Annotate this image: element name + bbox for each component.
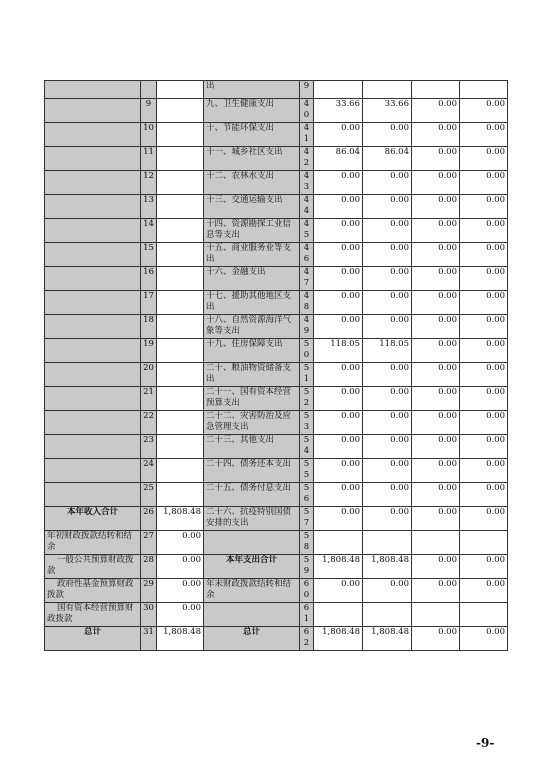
table-row — [45, 243, 508, 267]
expense-total: 0.00 — [314, 387, 363, 411]
income-amount: 0.00 — [157, 555, 204, 579]
income-amount: 1,808.48 — [157, 507, 204, 531]
income-line-number: 24 — [141, 459, 157, 483]
expense-item-label: 九、卫生健康支出 — [204, 99, 300, 123]
table-row — [45, 459, 508, 483]
income-amount — [157, 459, 204, 483]
income-item-label — [45, 411, 141, 435]
income-line-number: 14 — [141, 219, 157, 243]
income-item-label: 年初财政拨款结转和结余 — [45, 531, 141, 555]
income-item-label — [45, 147, 141, 171]
income-amount: 0.00 — [157, 603, 204, 627]
expense-total: 86.04 — [314, 147, 363, 171]
expense-item-label: 十五、商业服务业等支出 — [204, 243, 300, 267]
income-line-number: 9 — [141, 99, 157, 123]
expense-line-number: 58 — [300, 531, 314, 555]
fund-budget-amount: 0.00 — [412, 579, 460, 603]
expense-item-label: 二十二、灾害防治及应急管理支出 — [204, 411, 300, 435]
state-capital-budget-amount: 0.00 — [460, 267, 508, 291]
table-row — [45, 267, 508, 291]
expense-item-label: 十九、住房保障支出 — [204, 339, 300, 363]
income-item-label — [45, 459, 141, 483]
state-capital-budget-amount: 0.00 — [460, 243, 508, 267]
state-capital-budget-amount: 0.00 — [460, 219, 508, 243]
table-row — [45, 81, 508, 99]
expense-item-label: 二十三、其他支出 — [204, 435, 300, 459]
income-amount — [157, 171, 204, 195]
expense-line-number: 53 — [300, 411, 314, 435]
expense-total: 0.00 — [314, 315, 363, 339]
expense-line-number: 55 — [300, 459, 314, 483]
fund-budget-amount: 0.00 — [412, 99, 460, 123]
fund-budget-amount: 0.00 — [412, 627, 460, 651]
state-capital-budget-amount: 0.00 — [460, 195, 508, 219]
general-budget-amount — [363, 531, 412, 555]
income-item-label — [45, 435, 141, 459]
expense-line-number: 60 — [300, 579, 314, 603]
fund-budget-amount: 0.00 — [412, 267, 460, 291]
expense-item-label: 二十四、债务还本支出 — [204, 459, 300, 483]
budget-table — [44, 80, 508, 651]
page-number: -9- — [476, 736, 495, 750]
expense-line-number: 40 — [300, 99, 314, 123]
general-budget-amount: 0.00 — [363, 195, 412, 219]
expense-item-label: 二十一、国有资本经营预算支出 — [204, 387, 300, 411]
income-line-number: 22 — [141, 411, 157, 435]
table-row — [45, 579, 508, 603]
expense-total: 0.00 — [314, 507, 363, 531]
table-row — [45, 483, 508, 507]
expense-item-label: 十四、资源勘探工业信息等支出 — [204, 219, 300, 243]
table-row — [45, 147, 508, 171]
general-budget-amount: 1,808.48 — [363, 555, 412, 579]
expense-line-number: 47 — [300, 267, 314, 291]
expense-line-number: 42 — [300, 147, 314, 171]
general-budget-amount: 0.00 — [363, 291, 412, 315]
table-row — [45, 171, 508, 195]
income-line-number: 21 — [141, 387, 157, 411]
income-item-label — [45, 195, 141, 219]
expense-item-label: 年末财政拨款结转和结余 — [204, 579, 300, 603]
general-budget-amount: 0.00 — [363, 243, 412, 267]
table-row — [45, 603, 508, 627]
state-capital-budget-amount: 0.00 — [460, 435, 508, 459]
expense-total: 0.00 — [314, 483, 363, 507]
general-budget-amount: 0.00 — [363, 483, 412, 507]
general-budget-amount: 0.00 — [363, 411, 412, 435]
expense-line-number: 52 — [300, 387, 314, 411]
expense-total: 1,808.48 — [314, 555, 363, 579]
state-capital-budget-amount: 0.00 — [460, 363, 508, 387]
expense-total: 0.00 — [314, 411, 363, 435]
income-line-number: 20 — [141, 363, 157, 387]
general-budget-amount: 0.00 — [363, 219, 412, 243]
income-amount — [157, 339, 204, 363]
fund-budget-amount: 0.00 — [412, 411, 460, 435]
expense-line-number: 50 — [300, 339, 314, 363]
income-line-number: 28 — [141, 555, 157, 579]
state-capital-budget-amount: 0.00 — [460, 627, 508, 651]
fund-budget-amount: 0.00 — [412, 291, 460, 315]
expense-item-label — [204, 531, 300, 555]
fund-budget-amount: 0.00 — [412, 459, 460, 483]
income-line-number: 31 — [141, 627, 157, 651]
expense-line-number: 44 — [300, 195, 314, 219]
income-item-label: 国有资本经营预算财政拨款 — [45, 603, 141, 627]
fund-budget-amount: 0.00 — [412, 363, 460, 387]
expense-line-number: 49 — [300, 315, 314, 339]
state-capital-budget-amount — [460, 603, 508, 627]
income-item-label — [45, 99, 141, 123]
fund-budget-amount — [412, 603, 460, 627]
expense-item-label: 二十、粮油物资储备支出 — [204, 363, 300, 387]
expense-item-label: 十一、城乡社区支出 — [204, 147, 300, 171]
expense-total: 0.00 — [314, 435, 363, 459]
fund-budget-amount: 0.00 — [412, 483, 460, 507]
income-item-label — [45, 171, 141, 195]
table-row — [45, 555, 508, 579]
income-line-number: 19 — [141, 339, 157, 363]
general-budget-amount: 33.66 — [363, 99, 412, 123]
fund-budget-amount: 0.00 — [412, 219, 460, 243]
income-item-label — [45, 315, 141, 339]
expense-item-label: 十六、金融支出 — [204, 267, 300, 291]
income-amount — [157, 411, 204, 435]
general-budget-amount — [363, 81, 412, 99]
state-capital-budget-amount: 0.00 — [460, 579, 508, 603]
fund-budget-amount: 0.00 — [412, 339, 460, 363]
expense-line-number: 48 — [300, 291, 314, 315]
expense-total: 0.00 — [314, 267, 363, 291]
income-amount — [157, 435, 204, 459]
income-item-label — [45, 363, 141, 387]
state-capital-budget-amount — [460, 531, 508, 555]
state-capital-budget-amount: 0.00 — [460, 507, 508, 531]
income-line-number: 23 — [141, 435, 157, 459]
expense-line-number: 46 — [300, 243, 314, 267]
expense-total: 118.05 — [314, 339, 363, 363]
income-item-label: 总计 — [45, 627, 141, 651]
expense-total: 0.00 — [314, 459, 363, 483]
expense-line-number: 54 — [300, 435, 314, 459]
income-amount: 0.00 — [157, 579, 204, 603]
income-line-number — [141, 81, 157, 99]
expense-line-number: 45 — [300, 219, 314, 243]
income-amount: 1,808.48 — [157, 627, 204, 651]
fund-budget-amount: 0.00 — [412, 243, 460, 267]
state-capital-budget-amount: 0.00 — [460, 555, 508, 579]
income-amount — [157, 195, 204, 219]
table-row — [45, 195, 508, 219]
fund-budget-amount: 0.00 — [412, 435, 460, 459]
general-budget-amount: 0.00 — [363, 507, 412, 531]
income-line-number: 30 — [141, 603, 157, 627]
general-budget-amount: 0.00 — [363, 171, 412, 195]
income-line-number: 17 — [141, 291, 157, 315]
fund-budget-amount: 0.00 — [412, 507, 460, 531]
state-capital-budget-amount: 0.00 — [460, 411, 508, 435]
income-item-label: 一般公共预算财政拨款 — [45, 555, 141, 579]
expense-item-label: 总计 — [204, 627, 300, 651]
general-budget-amount: 0.00 — [363, 123, 412, 147]
general-budget-amount: 0.00 — [363, 435, 412, 459]
income-line-number: 27 — [141, 531, 157, 555]
state-capital-budget-amount: 0.00 — [460, 483, 508, 507]
expense-line-number: 61 — [300, 603, 314, 627]
expense-total: 0.00 — [314, 171, 363, 195]
income-item-label — [45, 339, 141, 363]
income-item-label — [45, 81, 141, 99]
general-budget-amount: 0.00 — [363, 579, 412, 603]
expense-item-label: 二十六、抗疫特别国债安排的支出 — [204, 507, 300, 531]
table-row — [45, 123, 508, 147]
general-budget-amount: 0.00 — [363, 267, 412, 291]
income-item-label — [45, 291, 141, 315]
table-row — [45, 315, 508, 339]
income-item-label — [45, 267, 141, 291]
income-item-label — [45, 387, 141, 411]
income-amount — [157, 243, 204, 267]
fund-budget-amount: 0.00 — [412, 315, 460, 339]
expense-total: 0.00 — [314, 243, 363, 267]
state-capital-budget-amount: 0.00 — [460, 387, 508, 411]
expense-item-label: 十八、自然资源海洋气象等支出 — [204, 315, 300, 339]
table-row — [45, 219, 508, 243]
expense-line-number: 9 — [300, 81, 314, 99]
table-row — [45, 291, 508, 315]
income-line-number: 10 — [141, 123, 157, 147]
income-item-label: 政府性基金预算财政拨款 — [45, 579, 141, 603]
expense-total: 0.00 — [314, 219, 363, 243]
table-row — [45, 507, 508, 531]
expense-item-label: 十、节能环保支出 — [204, 123, 300, 147]
fund-budget-amount: 0.00 — [412, 387, 460, 411]
income-line-number: 26 — [141, 507, 157, 531]
table-row — [45, 411, 508, 435]
table-body — [45, 81, 508, 651]
income-line-number: 25 — [141, 483, 157, 507]
expense-item-label: 十二、农林水支出 — [204, 171, 300, 195]
state-capital-budget-amount: 0.00 — [460, 291, 508, 315]
income-line-number: 29 — [141, 579, 157, 603]
income-amount — [157, 315, 204, 339]
expense-line-number: 56 — [300, 483, 314, 507]
table-row — [45, 435, 508, 459]
expense-total: 0.00 — [314, 123, 363, 147]
income-line-number: 18 — [141, 315, 157, 339]
fund-budget-amount — [412, 531, 460, 555]
expense-line-number: 43 — [300, 171, 314, 195]
expense-line-number: 59 — [300, 555, 314, 579]
expense-item-label: 十三、交通运输支出 — [204, 195, 300, 219]
general-budget-amount: 0.00 — [363, 459, 412, 483]
fund-budget-amount: 0.00 — [412, 123, 460, 147]
table-row — [45, 363, 508, 387]
general-budget-amount — [363, 603, 412, 627]
expense-total — [314, 81, 363, 99]
expense-line-number: 57 — [300, 507, 314, 531]
expense-total: 0.00 — [314, 363, 363, 387]
expense-item-label: 出 — [204, 81, 300, 99]
expense-line-number: 51 — [300, 363, 314, 387]
general-budget-amount: 0.00 — [363, 315, 412, 339]
expense-line-number: 41 — [300, 123, 314, 147]
state-capital-budget-amount: 0.00 — [460, 171, 508, 195]
general-budget-amount: 118.05 — [363, 339, 412, 363]
fund-budget-amount: 0.00 — [412, 147, 460, 171]
income-amount — [157, 363, 204, 387]
expense-line-number: 62 — [300, 627, 314, 651]
income-amount — [157, 81, 204, 99]
expense-item-label: 二十五、债务付息支出 — [204, 483, 300, 507]
income-line-number: 11 — [141, 147, 157, 171]
income-amount — [157, 291, 204, 315]
state-capital-budget-amount: 0.00 — [460, 315, 508, 339]
expense-item-label — [204, 603, 300, 627]
expense-total: 0.00 — [314, 195, 363, 219]
income-amount — [157, 99, 204, 123]
expense-item-label: 本年支出合计 — [204, 555, 300, 579]
income-amount — [157, 219, 204, 243]
state-capital-budget-amount: 0.00 — [460, 147, 508, 171]
income-line-number: 13 — [141, 195, 157, 219]
general-budget-amount: 0.00 — [363, 387, 412, 411]
general-budget-amount: 0.00 — [363, 363, 412, 387]
income-item-label — [45, 123, 141, 147]
general-budget-amount: 86.04 — [363, 147, 412, 171]
income-amount — [157, 267, 204, 291]
table-row — [45, 531, 508, 555]
table-row — [45, 627, 508, 651]
income-item-label — [45, 483, 141, 507]
income-line-number: 12 — [141, 171, 157, 195]
expense-total: 0.00 — [314, 579, 363, 603]
expense-total: 0.00 — [314, 291, 363, 315]
fund-budget-amount: 0.00 — [412, 195, 460, 219]
fund-budget-amount: 0.00 — [412, 555, 460, 579]
income-amount — [157, 147, 204, 171]
income-amount — [157, 483, 204, 507]
expense-total: 1,808.48 — [314, 627, 363, 651]
fund-budget-amount — [412, 81, 460, 99]
fund-budget-amount: 0.00 — [412, 171, 460, 195]
income-amount — [157, 123, 204, 147]
state-capital-budget-amount — [460, 81, 508, 99]
table-row — [45, 387, 508, 411]
table-row — [45, 99, 508, 123]
general-budget-amount: 1,808.48 — [363, 627, 412, 651]
state-capital-budget-amount: 0.00 — [460, 99, 508, 123]
income-item-label — [45, 243, 141, 267]
income-amount — [157, 387, 204, 411]
income-line-number: 16 — [141, 267, 157, 291]
income-amount: 0.00 — [157, 531, 204, 555]
income-item-label — [45, 219, 141, 243]
expense-total — [314, 603, 363, 627]
table-row — [45, 339, 508, 363]
state-capital-budget-amount: 0.00 — [460, 339, 508, 363]
expense-item-label: 十七、援助其他地区支出 — [204, 291, 300, 315]
state-capital-budget-amount: 0.00 — [460, 459, 508, 483]
state-capital-budget-amount: 0.00 — [460, 123, 508, 147]
income-line-number: 15 — [141, 243, 157, 267]
expense-total — [314, 531, 363, 555]
income-item-label: 本年收入合计 — [45, 507, 141, 531]
expense-total: 33.66 — [314, 99, 363, 123]
